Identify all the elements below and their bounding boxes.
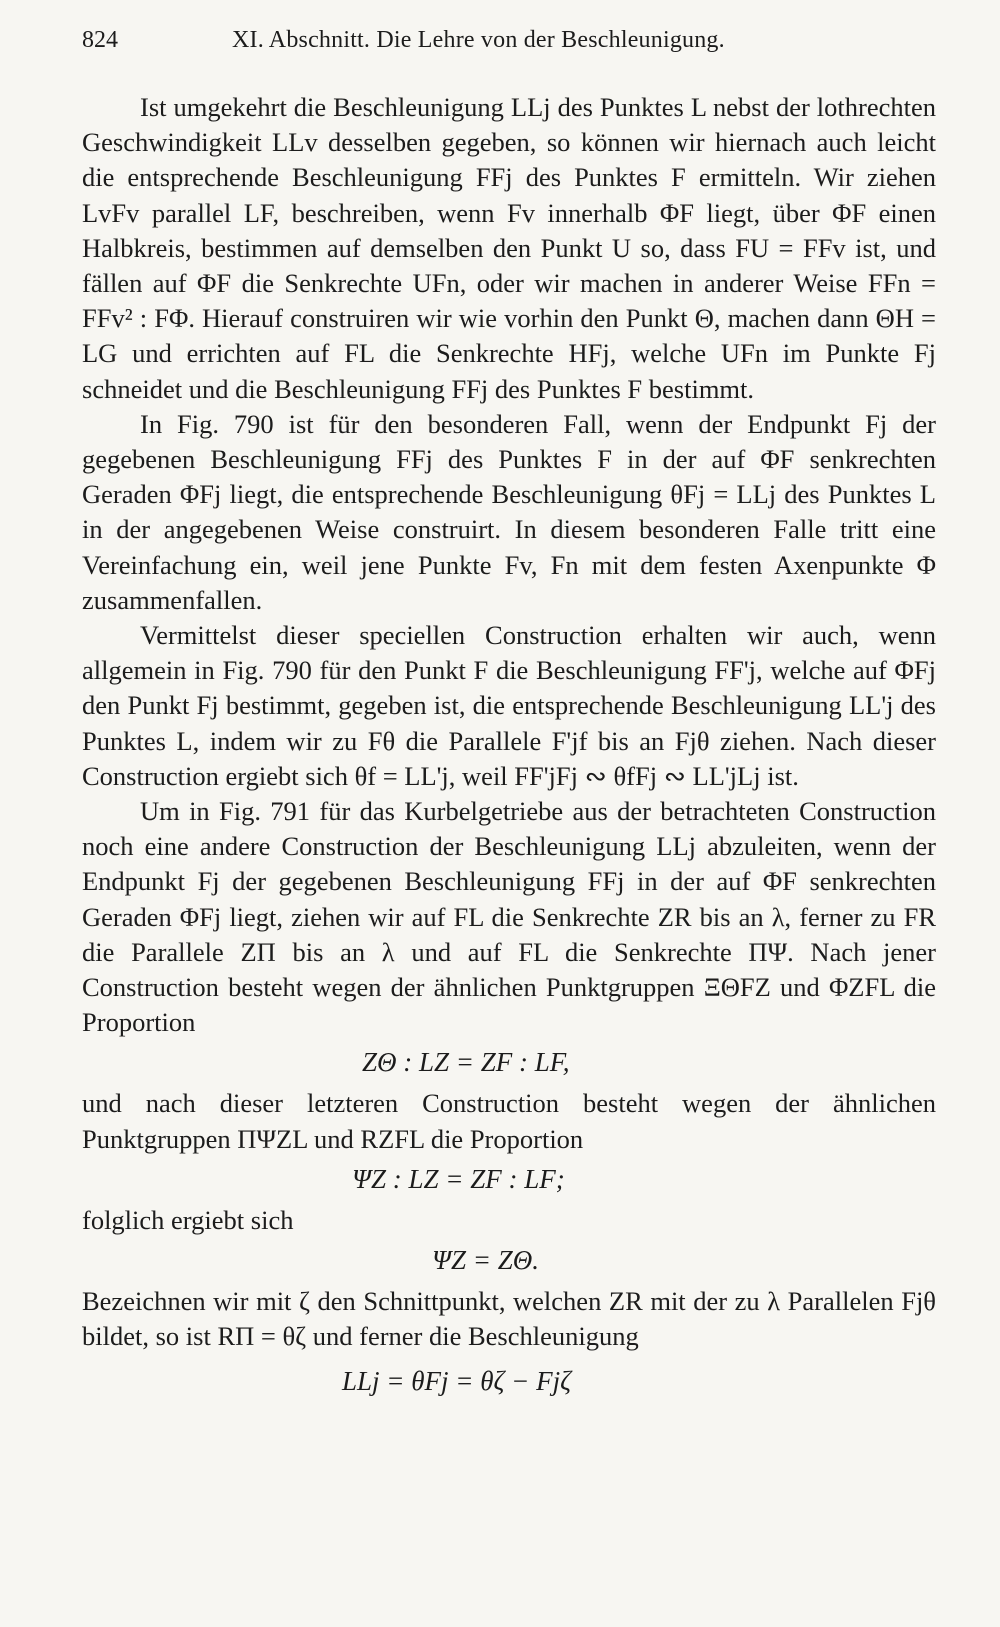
paragraph-7: Bezeichnen wir mit ζ den Schnittpunkt, welchen ZR mit der zu λ Parallelen Fjθ bildet, so ist RΠ = θζ und ferner die Beschleunigung [82,1286,936,1352]
paragraph-6: folglich ergiebt sich [82,1204,294,1235]
equation-1: ZΘ : LZ = ZF : LF, [362,1047,570,1078]
paragraph-5: und nach dieser letzteren Construction besteht wegen der ähnlichen Punktgruppen ΠΨZL und RZFL die Proportion [82,1088,936,1154]
paragraph-2: In Fig. 790 ist für den besonderen Fall, wenn der Endpunkt Fj der gegebenen Beschleunigung FFj des Punktes F in der auf ΦF senkrechten Geraden ΦFj liegt, die entsprechende Beschleunigung θFj = LLj des Punktes L in der angegebenen Weise construirt. In diesem besonderen Falle tritt eine Vereinfachung ein, weil jene Punkte Fv, Fn mit dem festen Axenpunkte Φ zusammenfallen. [82,408,936,615]
paragraph-1: Ist umgekehrt die Beschleunigung LLj des Punktes L nebst der lothrechten Geschwindigkeit LLv desselben gegeben, so können wir hiernach auch leicht die entsprechende Beschleunigung FFj des Punktes F ermitteln. Wir ziehen LvFv parallel LF, beschreiben, wenn Fv innerhalb ΦF liegt, über ΦF einen Halbkreis, bestimmen auf demselben den Punkt U so, dass FU = FFv ist, und fällen auf ΦF die Senkrechte UFn, oder wir machen in anderer Weise FFn = FFv² : FΦ. Hierauf construiren wir wie vorhin den Punkt Θ, machen dann ΘH = LG und errichten auf FL die Senkrechte HFj, welche UFn im Punkte Fj schneidet und die Beschleunigung FFj des Punktes F bestimmt. [82,92,936,404]
running-head: XI. Abschnitt. Die Lehre von der Beschleunigung. [232,27,725,53]
paragraph-3: Vermittelst dieser speciellen Construction erhalten wir auch, wenn allgemein in Fig. 790 für den Punkt F die Beschleunigung FF'j, welche auf ΦFj den Punkt Fj bestimmt, gegeben ist, die entsprechende Beschleunigung LL'j des Punktes L, indem wir zu Fθ die Parallele F'jf bis an Fjθ ziehen. Nach dieser Construction ergiebt sich θf = LL'j, weil FF'jFj ∾ θfFj ∾ LL'jLj ist. [82,620,936,791]
page-header [82,18,936,62]
equation-2: ΨZ : LZ = ZF : LF; [352,1163,565,1194]
paragraph-4: Um in Fig. 791 für das Kurbelgetriebe aus der betrachteten Construction noch eine andere Construction der Beschleunigung LLj abzuleiten, wenn der Endpunkt Fj der gegebenen Beschleunigung FFj in der auf ΦF senkrechten Geraden ΦFj liegt, ziehen wir auf FL die Senkrechte ZR bis an λ, ferner zu FR die Parallele ZΠ bis an λ und auf FL die Senkrechte ΠΨ. Nach jener Construction besteht wegen der ähnlichen Punktgruppen ΞΘFZ und ΦZFL die Proportion [82,796,936,1038]
equation-4: LLj = θFj = θζ − Fjζ [342,1365,572,1396]
page-number: 824 [82,27,118,53]
equation-3: ΨZ = ZΘ. [432,1245,539,1276]
